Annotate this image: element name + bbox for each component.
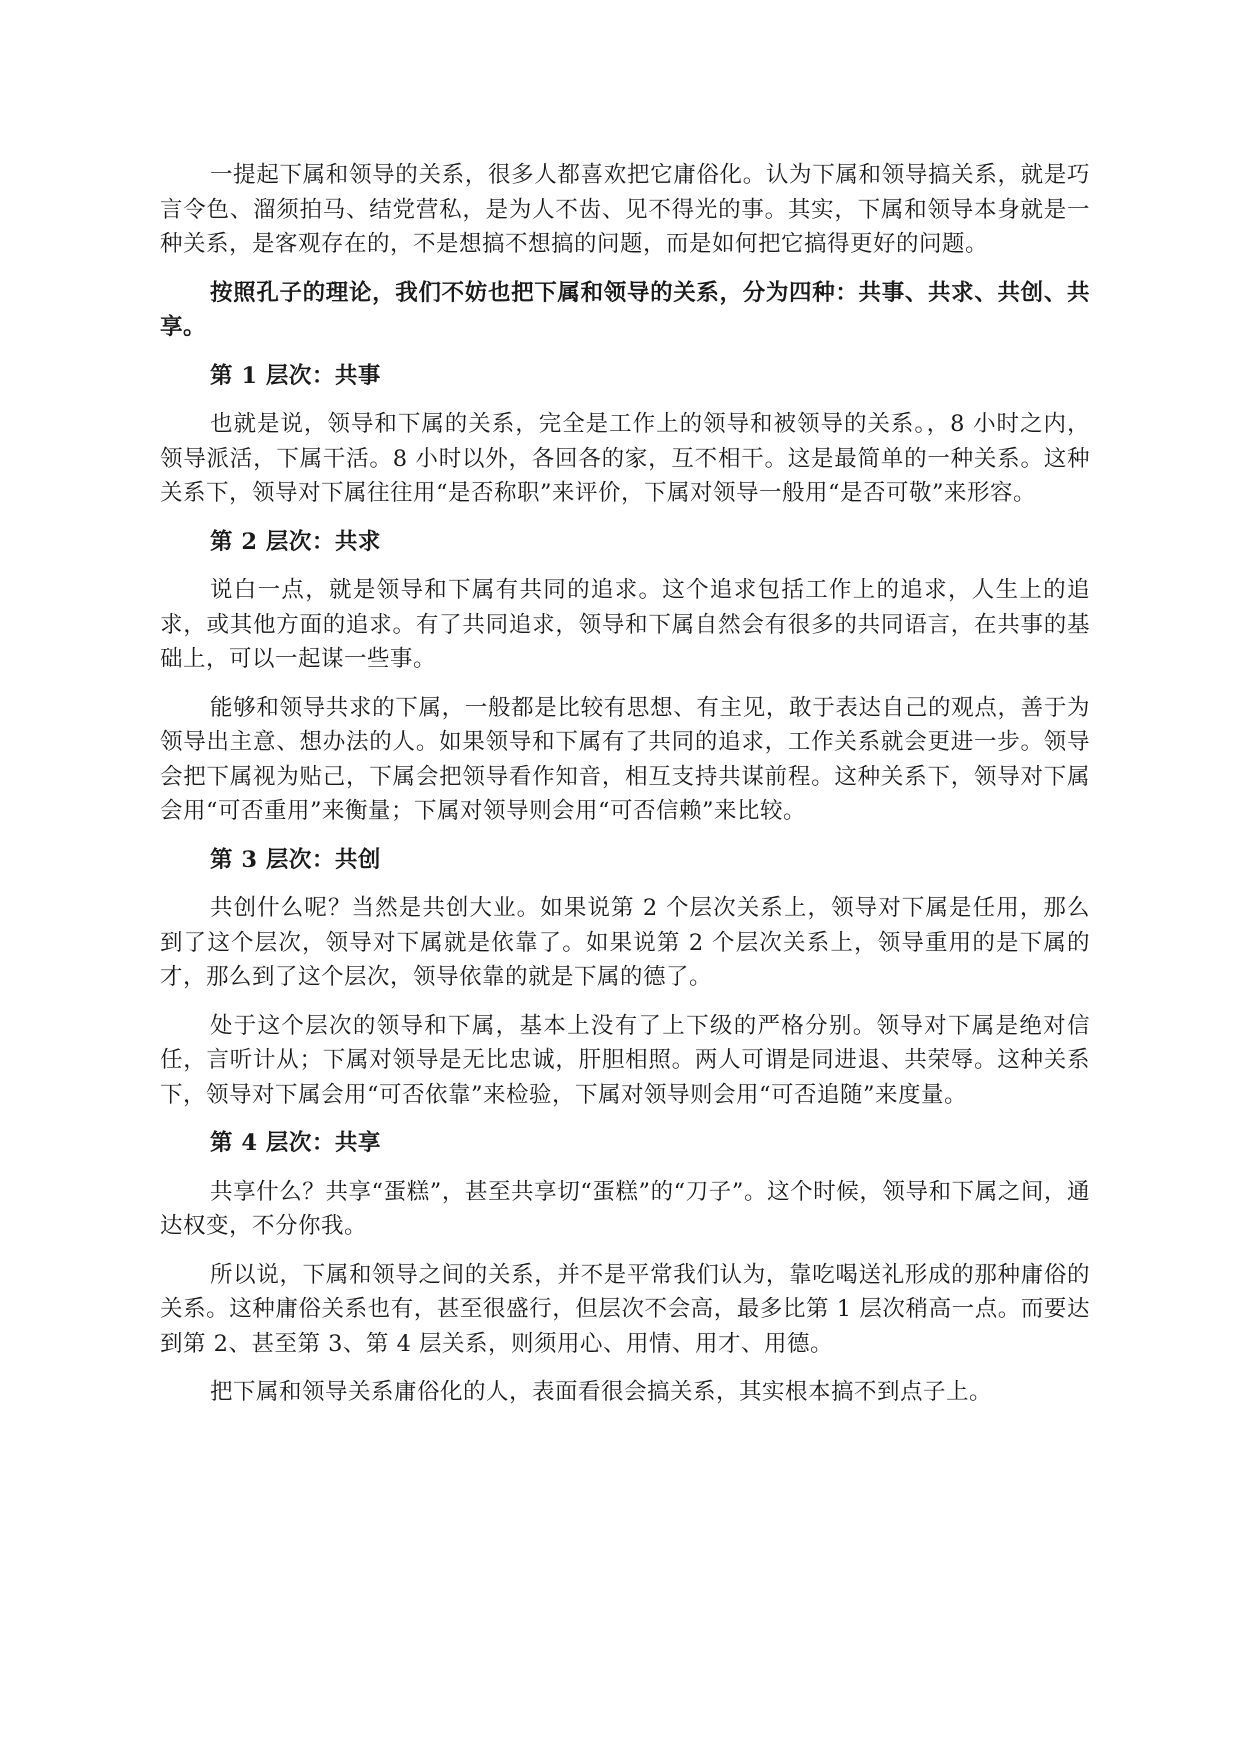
paragraph-level-3-b: 处于这个层次的领导和下属，基本上没有了上下级的严格分别。领导对下属是绝对信任，言听计从；下属对领导是无比忠诚，肝胆相照。两人可谓是同进退、共荣辱。这种关系下，领导对下属会用“可否依靠”来检验，下属对领导则会用“可否追随”来度量。 — [160, 1012, 1090, 1108]
paragraph-closing: 把下属和领导关系庸俗化的人，表面看很会搞关系，其实根本搞不到点子上。 — [210, 1379, 993, 1405]
paragraph-level-2-a: 说白一点，就是领导和下属有共同的追求。这个追求包括工作上的追求，人生上的追求，或其他方面的追求。有了共同追求，领导和下属自然会有很多的共同语言，在共事的基础上，可以一起谋一些事。 — [160, 577, 1090, 672]
paragraph-level-2-b: 能够和领导共求的下属，一般都是比较有思想、有主见，敢于表达自己的观点，善于为领导出主意、想办法的人。如果领导和下属有了共同的追求，工作关系就会更进一步。领导会把下属视为贴己，下属会把领导看作知音，相互支持共谋前程。这种关系下，领导对下属会用“可否重用”来衡量；下属对领导则会用“可否信赖”来比较。 — [160, 694, 1090, 824]
paragraph-intro: 一提起下属和领导的关系，很多人都喜欢把它庸俗化。认为下属和领导搞关系，就是巧言令色、溜须拍马、结党营私，是为人不齿、见不得光的事。其实，下属和领导本身就是一种关系，是客观存在的，不是想搞不想搞的问题，而是如何把它搞得更好的问题。 — [160, 162, 1090, 257]
heading-level-1: 第 1 层次：共事 — [210, 362, 381, 389]
heading-level-2: 第 2 层次：共求 — [210, 528, 381, 555]
heading-level-4: 第 4 层次：共享 — [210, 1130, 381, 1156]
paragraph-level-3-a: 共创什么呢？当然是共创大业。如果说第 2 个层次关系上，领导对下属是任用，那么到了这个层次，领导对下属就是依靠了。如果说第 2 个层次关系上，领导重用的是下属的才，那么到了这个层次，领导依靠的就是下属的德了。 — [160, 895, 1090, 990]
paragraph-level-1: 也就是说，领导和下属的关系，完全是工作上的领导和被领导的关系。，8 小时之内，领导派活，下属干活。8 小时以外，各回各的家，互不相干。这是最简单的一种关系。这种关系下，领导对下属往往用“是否称职”来评价，下属对领导一般用“是否可敬”来形容。 — [160, 411, 1090, 506]
paragraph-thesis: 按照孔子的理论，我们不妨也把下属和领导的关系，分为四种：共事、共求、共创、共享。 — [160, 279, 1090, 340]
paragraph-level-4: 共享什么？共享“蛋糕”，甚至共享切“蛋糕”的“刀子”。这个时候，领导和下属之间，通达权变，不分你我。 — [160, 1178, 1090, 1239]
document-body — [160, 158, 1090, 1424]
heading-level-3: 第 3 层次：共创 — [210, 846, 381, 873]
paragraph-conclusion: 所以说，下属和领导之间的关系，并不是平常我们认为，靠吃喝送礼形成的那种庸俗的关系。这种庸俗关系也有，甚至很盛行，但层次不会高，最多比第 1 层次稍高一点。而要达到第 2、甚至第 3、第 4 层关系，则须用心、用情、用才、用德。 — [160, 1261, 1090, 1357]
